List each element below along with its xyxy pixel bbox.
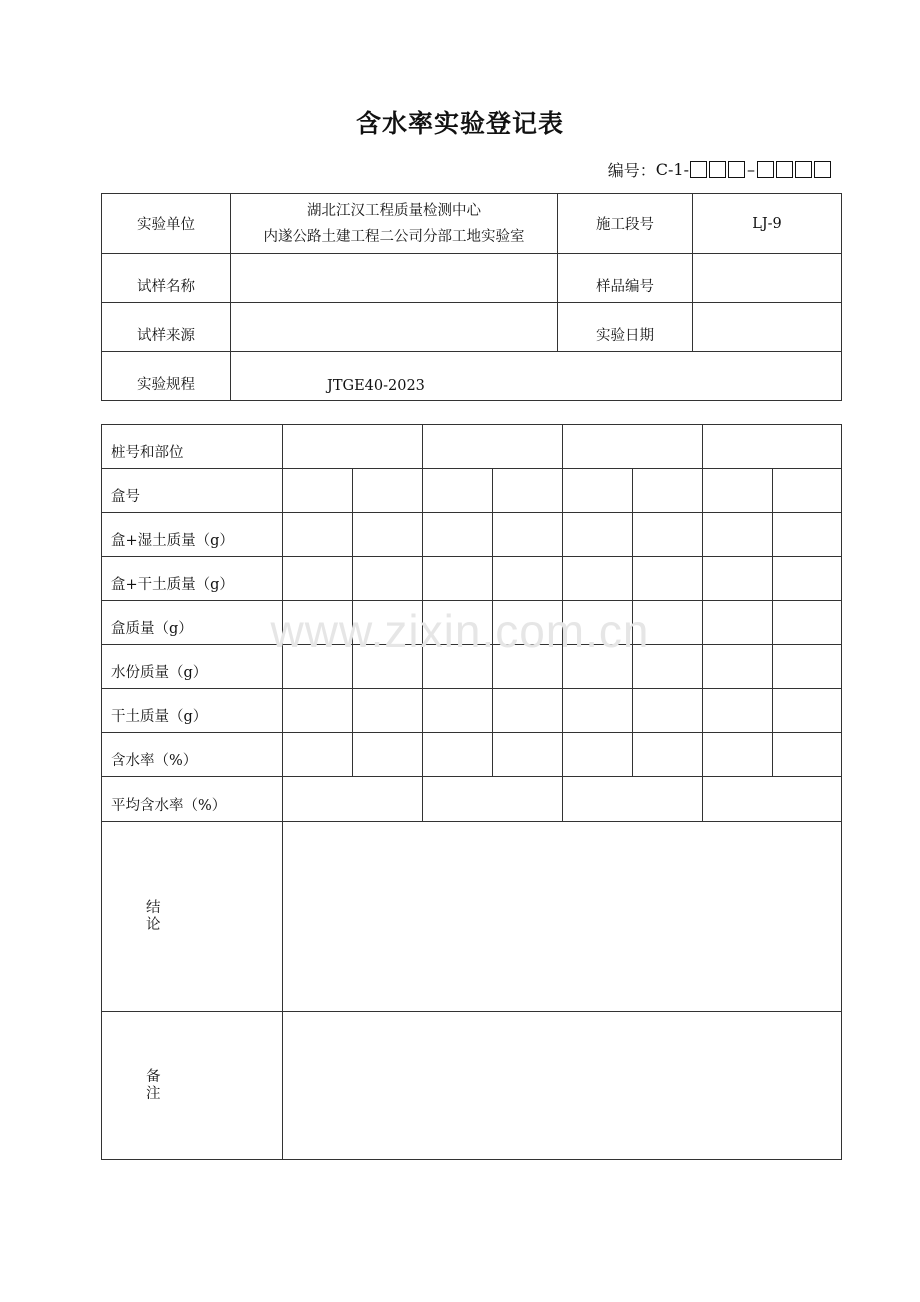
table-row	[102, 733, 842, 777]
data-cell[interactable]	[773, 645, 842, 689]
data-cell[interactable]	[423, 777, 563, 822]
doc-number-box[interactable]	[728, 161, 745, 178]
doc-number-prefix: C-1-	[655, 160, 689, 179]
table-row	[102, 601, 842, 645]
row-label: 盒质量（g）	[102, 601, 283, 645]
data-cell[interactable]	[353, 733, 423, 777]
table-row	[102, 469, 842, 513]
data-cell[interactable]	[773, 689, 842, 733]
data-cell[interactable]	[283, 601, 353, 645]
data-cell[interactable]	[493, 469, 563, 513]
data-cell[interactable]	[773, 557, 842, 601]
table-row	[102, 557, 842, 601]
sample-number-label: 样品编号	[558, 254, 693, 303]
table-row	[102, 777, 842, 822]
row-label: 水份质量（g）	[102, 645, 283, 689]
data-cell[interactable]	[283, 777, 423, 822]
row-label: 含水率（%）	[102, 733, 283, 777]
data-cell[interactable]	[423, 733, 493, 777]
unit-label: 实验单位	[102, 194, 231, 254]
conclusion-field[interactable]	[283, 822, 842, 1012]
sample-source-label: 试样来源	[102, 303, 231, 352]
data-cell[interactable]	[423, 689, 493, 733]
data-cell[interactable]	[563, 777, 703, 822]
data-cell[interactable]	[283, 513, 353, 557]
row-label: 桩号和部位	[102, 425, 283, 469]
data-cell[interactable]	[563, 469, 633, 513]
row-label: 干土质量（g）	[102, 689, 283, 733]
row-label: 平均含水率（%）	[102, 777, 283, 822]
sample-name-label: 试样名称	[102, 254, 231, 303]
data-cell[interactable]	[283, 689, 353, 733]
data-cell[interactable]	[633, 513, 703, 557]
sample-number-field[interactable]	[693, 254, 842, 303]
sample-source-field[interactable]	[231, 303, 558, 352]
data-cell[interactable]	[353, 557, 423, 601]
moisture-data-table	[101, 424, 842, 1160]
data-cell[interactable]	[773, 513, 842, 557]
table-row	[102, 513, 842, 557]
data-cell[interactable]	[423, 557, 493, 601]
data-cell[interactable]	[633, 689, 703, 733]
data-cell[interactable]	[773, 601, 842, 645]
data-cell[interactable]	[633, 469, 703, 513]
data-cell[interactable]	[493, 733, 563, 777]
data-cell[interactable]	[703, 469, 773, 513]
data-cell[interactable]	[563, 601, 633, 645]
remarks-label: 备注	[146, 1068, 161, 1102]
doc-number-dash: –	[747, 160, 755, 179]
spec-value: JTGE40-2023	[231, 352, 842, 401]
data-cell[interactable]	[563, 733, 633, 777]
data-cell[interactable]	[423, 645, 493, 689]
row-label: 盒+湿土质量（g）	[102, 513, 283, 557]
conclusion-row	[102, 822, 842, 1012]
data-cell[interactable]	[703, 777, 842, 822]
row-label: 盒+干土质量（g）	[102, 557, 283, 601]
header-info-table	[101, 193, 842, 401]
data-cell[interactable]	[703, 689, 773, 733]
data-cell[interactable]	[703, 513, 773, 557]
data-cell[interactable]	[703, 425, 842, 469]
data-cell[interactable]	[353, 645, 423, 689]
section-label: 施工段号	[558, 194, 693, 254]
unit-value-line1: 湖北江汉工程质量检测中心	[307, 202, 481, 219]
data-cell[interactable]	[493, 689, 563, 733]
data-cell[interactable]	[563, 425, 703, 469]
data-cell[interactable]	[353, 513, 423, 557]
test-date-label: 实验日期	[558, 303, 693, 352]
data-cell[interactable]	[563, 689, 633, 733]
sample-name-field[interactable]	[231, 254, 558, 303]
test-date-field[interactable]	[693, 303, 842, 352]
data-cell[interactable]	[353, 469, 423, 513]
data-cell[interactable]	[423, 513, 493, 557]
doc-number-box[interactable]	[776, 161, 793, 178]
data-cell[interactable]	[493, 645, 563, 689]
data-cell[interactable]	[423, 601, 493, 645]
spec-label: 实验规程	[102, 352, 231, 401]
doc-number-box[interactable]	[690, 161, 707, 178]
data-cell[interactable]	[283, 733, 353, 777]
data-cell[interactable]	[703, 645, 773, 689]
doc-number-box[interactable]	[814, 161, 831, 178]
data-cell[interactable]	[493, 513, 563, 557]
data-cell[interactable]	[423, 469, 493, 513]
table-row	[102, 425, 842, 469]
data-cell[interactable]	[423, 425, 563, 469]
unit-value	[231, 194, 558, 254]
data-cell[interactable]	[703, 733, 773, 777]
table-row	[102, 689, 842, 733]
data-cell[interactable]	[493, 557, 563, 601]
table-row	[102, 645, 842, 689]
unit-value-line2: 内遂公路土建工程二公司分部工地实验室	[263, 228, 525, 245]
data-cell[interactable]	[773, 733, 842, 777]
remarks-label-cell	[102, 1012, 283, 1160]
doc-number-box[interactable]	[709, 161, 726, 178]
data-cell[interactable]	[283, 645, 353, 689]
data-cell[interactable]	[633, 601, 703, 645]
conclusion-label: 结论	[146, 899, 161, 933]
page-title: 含水率实验登记表	[355, 109, 564, 138]
data-cell[interactable]	[563, 513, 633, 557]
doc-number-box[interactable]	[795, 161, 812, 178]
remarks-field[interactable]	[283, 1012, 842, 1160]
data-cell[interactable]	[633, 733, 703, 777]
data-cell[interactable]	[493, 601, 563, 645]
conclusion-label-cell	[102, 822, 283, 1012]
data-cell[interactable]	[563, 645, 633, 689]
data-cell[interactable]	[283, 557, 353, 601]
data-cell[interactable]	[353, 689, 423, 733]
data-cell[interactable]	[703, 557, 773, 601]
data-cell[interactable]	[353, 601, 423, 645]
watermark-text: www.zixin.com.cn	[270, 605, 650, 657]
data-cell[interactable]	[703, 601, 773, 645]
data-cell[interactable]	[283, 469, 353, 513]
section-value: LJ-9	[693, 194, 842, 254]
data-cell[interactable]	[283, 425, 423, 469]
data-cell[interactable]	[633, 557, 703, 601]
doc-number-box[interactable]	[757, 161, 774, 178]
remarks-row	[102, 1012, 842, 1160]
data-cell[interactable]	[773, 469, 842, 513]
row-label: 盒号	[102, 469, 283, 513]
data-cell[interactable]	[633, 645, 703, 689]
document-number	[608, 158, 832, 181]
data-cell[interactable]	[563, 557, 633, 601]
doc-number-label: 编号：	[607, 161, 656, 180]
